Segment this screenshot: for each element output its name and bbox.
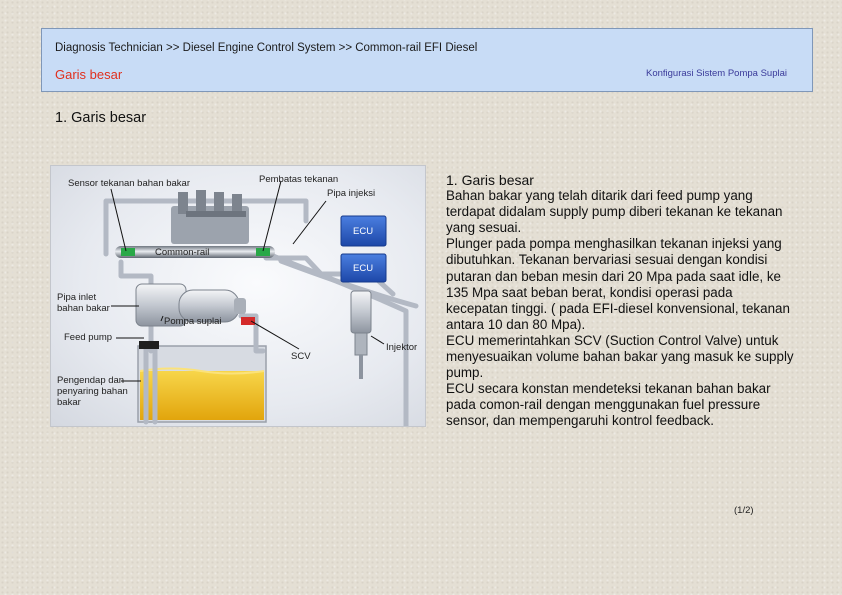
label-fuel-pressure-sensor: Sensor tekanan bahan bakar: [68, 178, 191, 189]
explanation-title: 1. Garis besar: [446, 172, 534, 188]
label-pressure-limiter: Pembatas tekanan: [259, 174, 339, 185]
label-fuel-inlet-pipe: Pipa inlet bahan bakar: [57, 292, 110, 314]
label-scv: SCV: [291, 351, 311, 362]
page-title: Garis besar: [55, 67, 123, 82]
label-injector: Injektor: [386, 342, 418, 353]
label-ecu-middle: ECU: [353, 263, 374, 274]
label-feed-pump: Feed pump: [64, 332, 113, 343]
label-common-rail: Common-rail: [155, 247, 210, 258]
section-heading: 1. Garis besar: [55, 110, 147, 126]
explanation-paragraph: ECU memerintahkan SCV (Suction Control Valve) untuk menyesuaikan volume bahan bakar yang masuk ke supply pump.: [446, 332, 794, 381]
explanation-paragraph: ECU secara konstan mendeteksi tekanan bahan bakar pada comon-rail dengan menggunakan fuel pressure sensor, dan mempengaruhi kontrol feedback.: [446, 381, 771, 429]
page-number: (1/2): [734, 505, 754, 516]
label-injection-pipe: Pipa injeksi: [327, 188, 376, 199]
supply-pump-config-link[interactable]: Konfigurasi Sistem Pompa Suplai: [646, 68, 787, 79]
label-fuel-filter: Pengendap dan penyaring bahan bakar: [57, 375, 128, 408]
engine-block: [171, 190, 249, 244]
breadcrumb[interactable]: Diagnosis Technician >> Diesel Engine Control System >> Common-rail EFI Diesel: [55, 42, 478, 54]
explanation-text: [446, 172, 796, 430]
explanation-paragraph: Plunger pada pompa menghasilkan tekanan injeksi yang dibutuhkan. Tekanan bervariasi sesuai dengan kondisi putaran dan beban mesin dari 20 Mpa pada saat idle, ke 135 Mpa saat beban berat, kondisi operasi pada kecepatan tinggi. ( pada EFI-diesel konvensional, tekanan antara 10 dan 80 Mpa).: [446, 236, 790, 332]
label-supply-pump: Pompa suplai: [164, 316, 222, 327]
explanation-paragraph: Bahan bakar yang telah ditarik dari feed pump yang terdapat didalam supply pump diberi tekanan ke tekanan yang sesuai.: [446, 188, 783, 236]
label-ecu-top: ECU: [353, 226, 374, 237]
header-bar: [41, 28, 813, 92]
fuel-system-diagram: [50, 165, 426, 427]
injector: [351, 291, 371, 379]
